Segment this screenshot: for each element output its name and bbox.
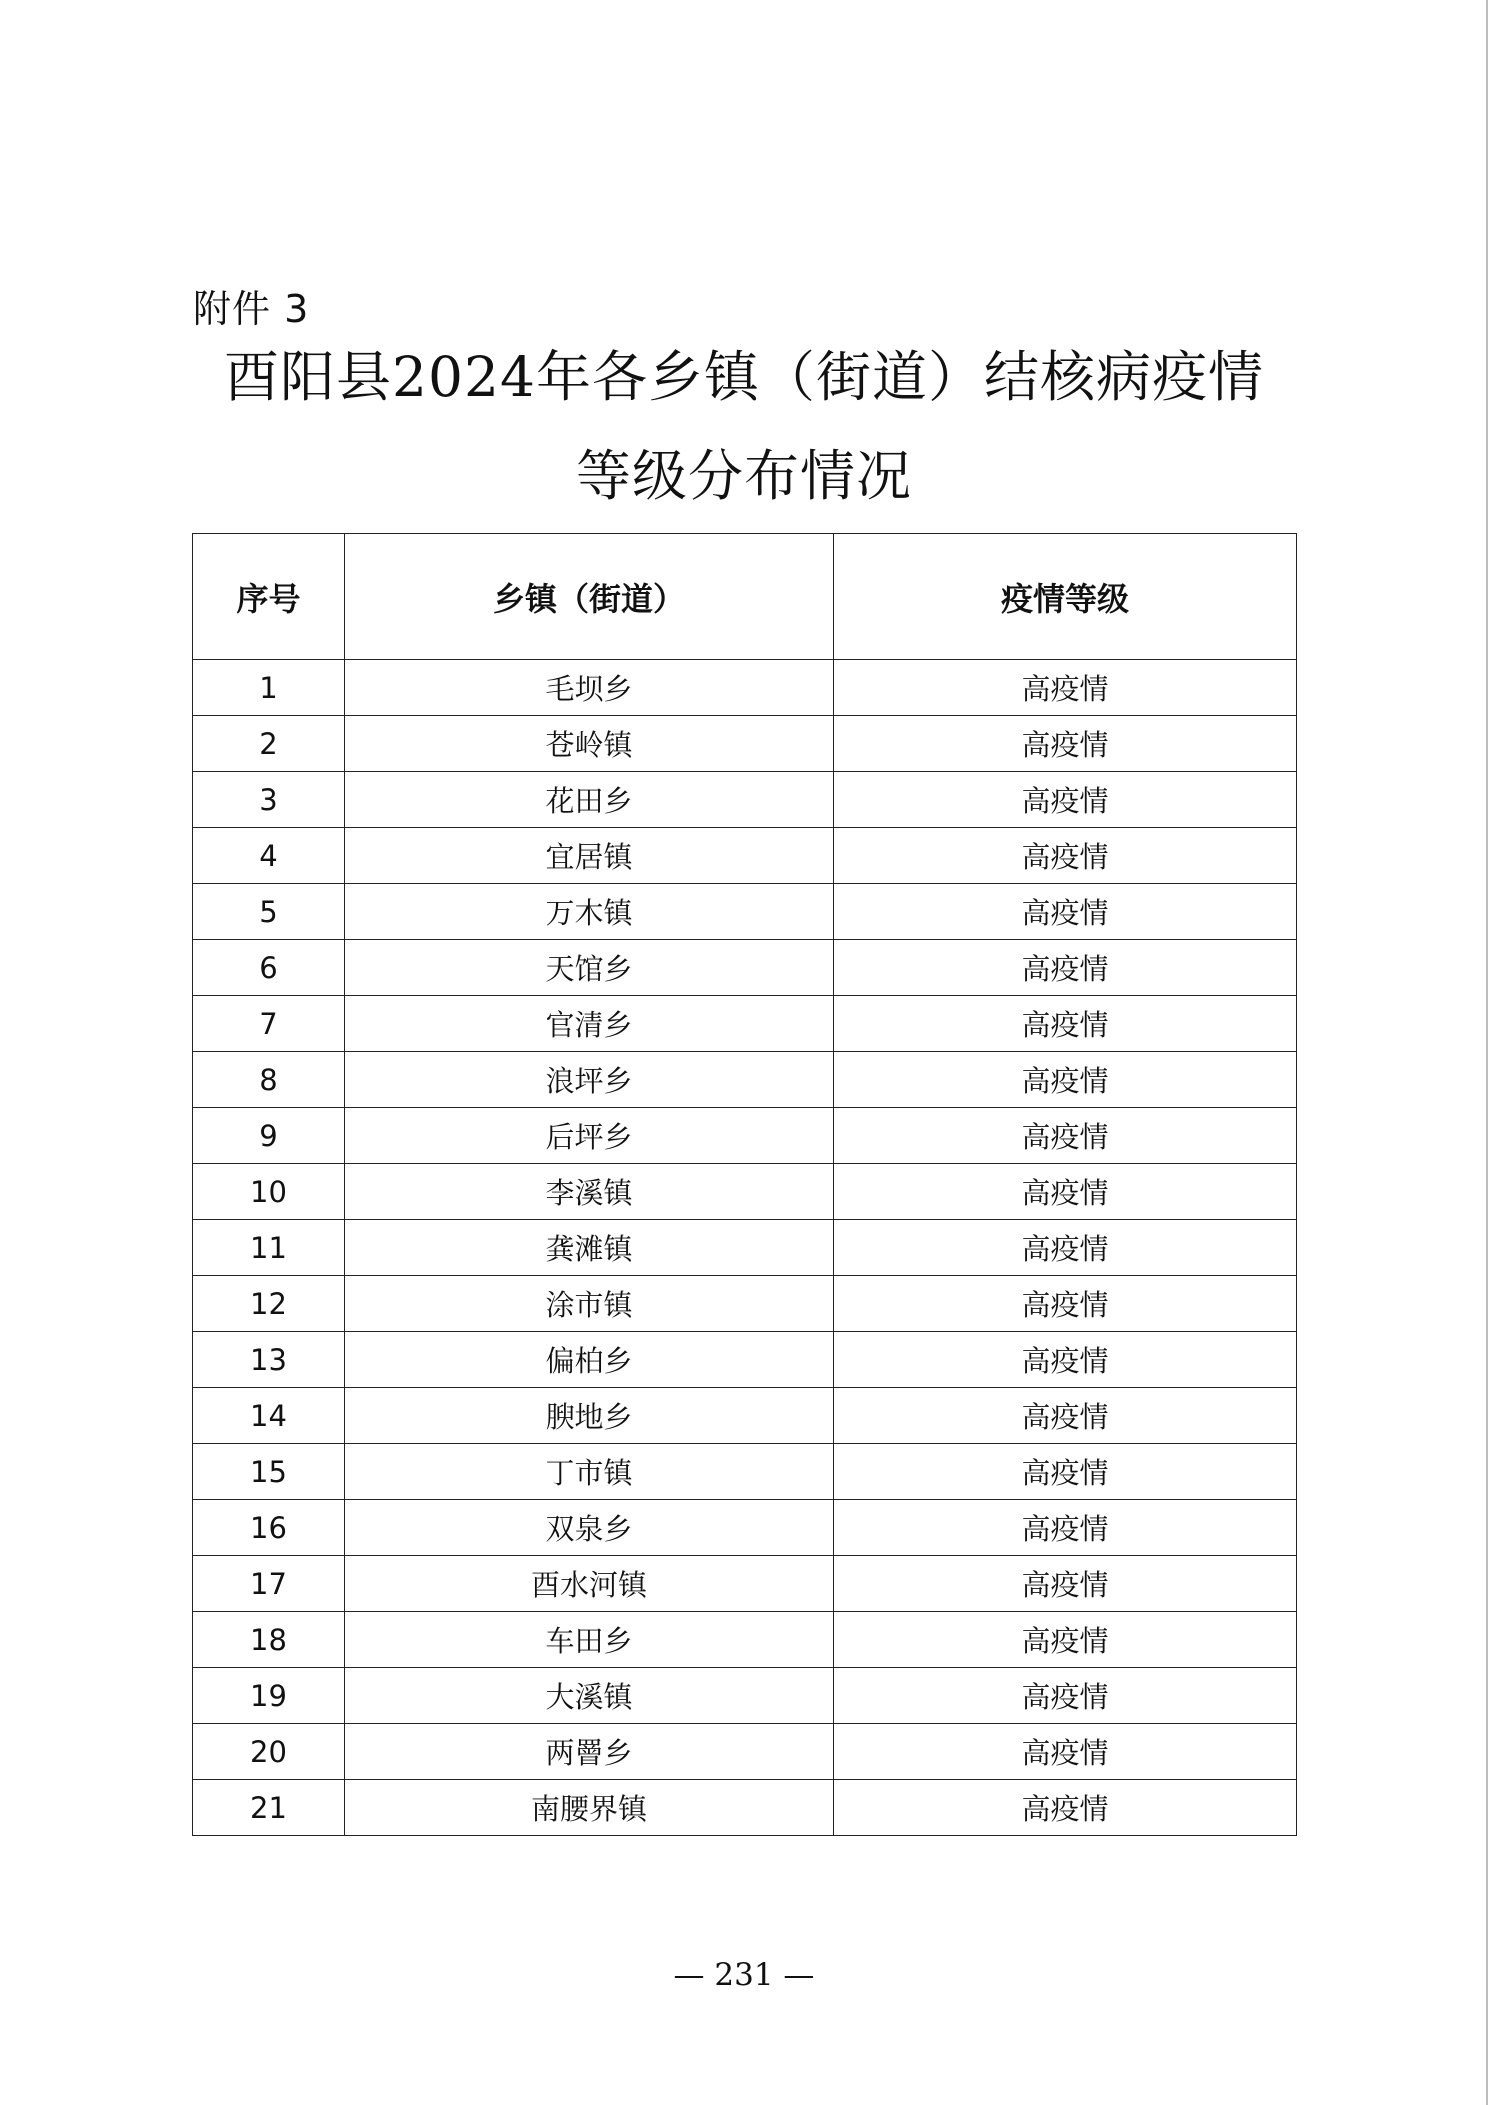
page-number: — 231 — <box>673 1957 815 1993</box>
table-row <box>193 884 1297 940</box>
cell-township: 官清乡 <box>345 996 834 1052</box>
header-township: 乡镇（街道） <box>345 534 834 660</box>
table-row <box>193 1276 1297 1332</box>
cell-serial-number: 4 <box>193 828 345 884</box>
table-row <box>193 1220 1297 1276</box>
table-row <box>193 1052 1297 1108</box>
cell-serial-number: 17 <box>193 1556 345 1612</box>
cell-serial-number: 18 <box>193 1612 345 1668</box>
cell-township: 腴地乡 <box>345 1388 834 1444</box>
table-row <box>193 660 1297 716</box>
cell-epidemic-level: 高疫情 <box>834 1556 1297 1612</box>
cell-township: 丁市镇 <box>345 1444 834 1500</box>
cell-township: 苍岭镇 <box>345 716 834 772</box>
cell-serial-number: 21 <box>193 1780 345 1836</box>
table-row <box>193 1164 1297 1220</box>
cell-township: 浪坪乡 <box>345 1052 834 1108</box>
cell-epidemic-level: 高疫情 <box>834 716 1297 772</box>
cell-epidemic-level: 高疫情 <box>834 772 1297 828</box>
cell-serial-number: 7 <box>193 996 345 1052</box>
cell-serial-number: 15 <box>193 1444 345 1500</box>
cell-township: 双泉乡 <box>345 1500 834 1556</box>
table-row <box>193 772 1297 828</box>
cell-epidemic-level: 高疫情 <box>834 1444 1297 1500</box>
cell-serial-number: 5 <box>193 884 345 940</box>
table-row <box>193 1108 1297 1164</box>
cell-township: 万木镇 <box>345 884 834 940</box>
table-row <box>193 1780 1297 1836</box>
cell-township: 龚滩镇 <box>345 1220 834 1276</box>
cell-serial-number: 9 <box>193 1108 345 1164</box>
table-header-row <box>193 534 1297 660</box>
table-row <box>193 1444 1297 1500</box>
table-row <box>193 1612 1297 1668</box>
cell-epidemic-level: 高疫情 <box>834 660 1297 716</box>
table-row <box>193 1668 1297 1724</box>
cell-serial-number: 20 <box>193 1724 345 1780</box>
cell-epidemic-level: 高疫情 <box>834 1500 1297 1556</box>
cell-epidemic-level: 高疫情 <box>834 828 1297 884</box>
cell-serial-number: 6 <box>193 940 345 996</box>
cell-serial-number: 1 <box>193 660 345 716</box>
cell-township: 涂市镇 <box>345 1276 834 1332</box>
table-row <box>193 1724 1297 1780</box>
cell-township: 酉水河镇 <box>345 1556 834 1612</box>
cell-epidemic-level: 高疫情 <box>834 996 1297 1052</box>
attachment-label: 附件 3 <box>193 287 310 331</box>
cell-township: 偏柏乡 <box>345 1332 834 1388</box>
cell-township: 大溪镇 <box>345 1668 834 1724</box>
cell-serial-number: 8 <box>193 1052 345 1108</box>
table-row <box>193 996 1297 1052</box>
cell-serial-number: 12 <box>193 1276 345 1332</box>
cell-epidemic-level: 高疫情 <box>834 1052 1297 1108</box>
table-row <box>193 1500 1297 1556</box>
table-body <box>193 660 1297 1836</box>
cell-township: 宜居镇 <box>345 828 834 884</box>
cell-epidemic-level: 高疫情 <box>834 1332 1297 1388</box>
cell-epidemic-level: 高疫情 <box>834 1612 1297 1668</box>
cell-township: 花田乡 <box>345 772 834 828</box>
header-serial-number: 序号 <box>193 534 345 660</box>
cell-epidemic-level: 高疫情 <box>834 1668 1297 1724</box>
epidemic-level-table <box>192 533 1297 1836</box>
cell-epidemic-level: 高疫情 <box>834 884 1297 940</box>
cell-township: 李溪镇 <box>345 1164 834 1220</box>
table-row <box>193 1388 1297 1444</box>
cell-serial-number: 13 <box>193 1332 345 1388</box>
cell-epidemic-level: 高疫情 <box>834 1724 1297 1780</box>
cell-serial-number: 16 <box>193 1500 345 1556</box>
table-row <box>193 828 1297 884</box>
cell-serial-number: 11 <box>193 1220 345 1276</box>
table-row <box>193 940 1297 996</box>
table-row <box>193 1332 1297 1388</box>
cell-epidemic-level: 高疫情 <box>834 1388 1297 1444</box>
cell-epidemic-level: 高疫情 <box>834 1220 1297 1276</box>
cell-serial-number: 2 <box>193 716 345 772</box>
cell-township: 车田乡 <box>345 1612 834 1668</box>
cell-serial-number: 14 <box>193 1388 345 1444</box>
cell-epidemic-level: 高疫情 <box>834 1108 1297 1164</box>
cell-serial-number: 19 <box>193 1668 345 1724</box>
cell-township: 两罾乡 <box>345 1724 834 1780</box>
header-epidemic-level: 疫情等级 <box>834 534 1297 660</box>
cell-serial-number: 10 <box>193 1164 345 1220</box>
table-row <box>193 716 1297 772</box>
cell-epidemic-level: 高疫情 <box>834 940 1297 996</box>
document-title-line-1: 酉阳县2024年各乡镇（街道）结核病疫情 <box>224 345 1264 409</box>
cell-epidemic-level: 高疫情 <box>834 1164 1297 1220</box>
table-row <box>193 1556 1297 1612</box>
document-title-line-2: 等级分布情况 <box>575 444 912 508</box>
cell-epidemic-level: 高疫情 <box>834 1780 1297 1836</box>
cell-township: 后坪乡 <box>345 1108 834 1164</box>
cell-serial-number: 3 <box>193 772 345 828</box>
cell-township: 天馆乡 <box>345 940 834 996</box>
cell-epidemic-level: 高疫情 <box>834 1276 1297 1332</box>
cell-township: 南腰界镇 <box>345 1780 834 1836</box>
cell-township: 毛坝乡 <box>345 660 834 716</box>
